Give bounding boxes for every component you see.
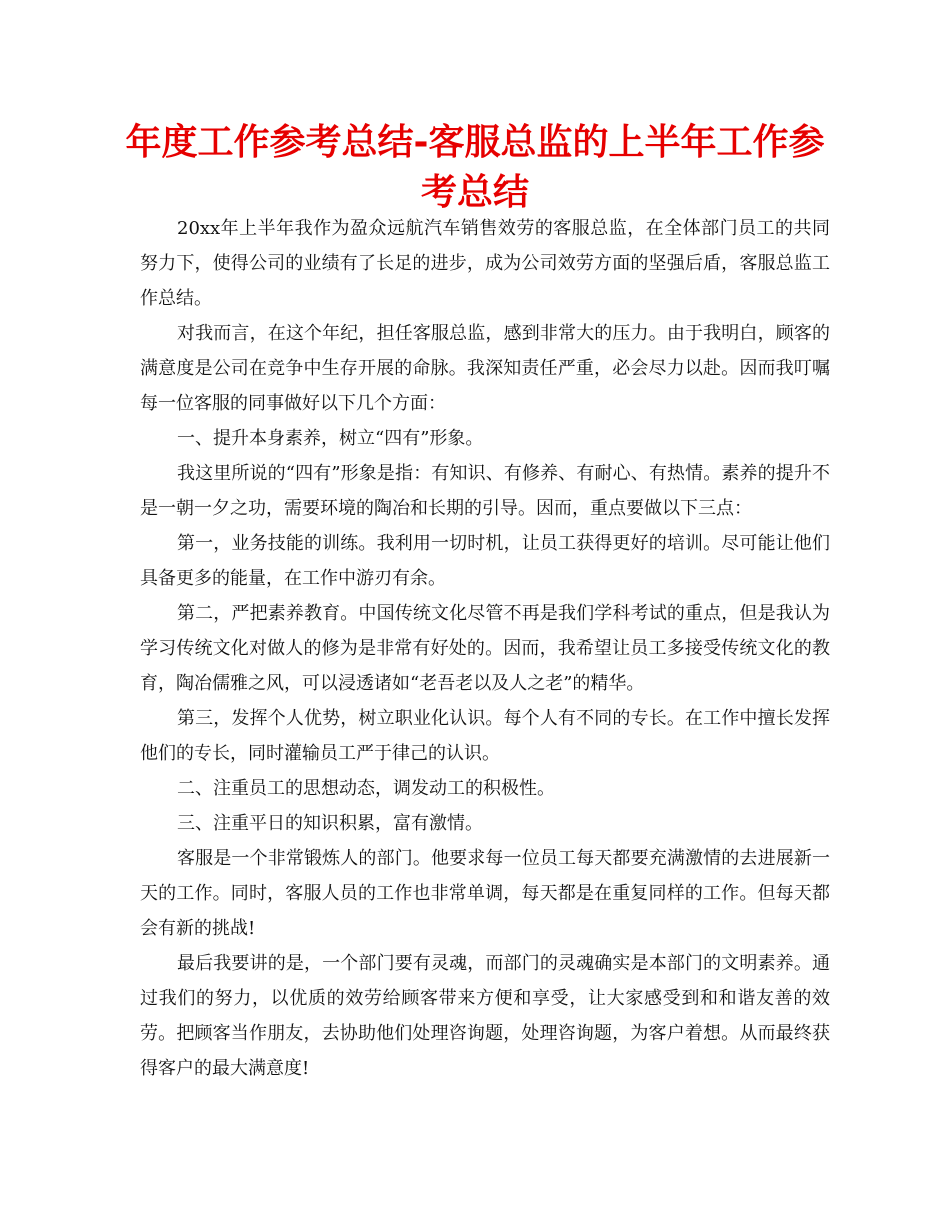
document-body xyxy=(140,211,830,1086)
paragraph-customer-service: 客服是一个非常锻炼人的部门。他要求每一位员工每天都要充满激情的去进展新一天的工作。同时，客服人员的工作也非常单调，每天都是在重复同样的工作。但每天都会有新的挑战! xyxy=(140,848,830,939)
paragraph-intro: 20xx年上半年我作为盈众远航汽车销售效劳的客服总监，在全体部门员工的共同努力下，使得公司的业绩有了长足的进步，成为公司效劳方面的坚强后盾，客服总监工作总结。 xyxy=(140,218,830,309)
paragraph-section-one: 一、提升本身素养，树立“四有”形象。 xyxy=(177,428,484,449)
paragraph-four-haves: 我这里所说的“四有”形象是指：有知识、有修养、有耐心、有热情。素养的提升不是一朝一夕之功，需要环境的陶冶和长期的引导。因而，重点要做以下三点： xyxy=(140,463,830,519)
paragraph-conclusion: 最后我要讲的是，一个部门要有灵魂，而部门的灵魂确实是本部门的文明素养。通过我们的努力，以优质的效劳给顾客带来方便和享受，让大家感受到和和谐友善的效劳。把顾客当作朋友，去协助他们处理咨询题，处理咨询题，为客户着想。从而最终获得客户的最大满意度! xyxy=(140,953,830,1079)
paragraph-point-third: 第三，发挥个人优势，树立职业化认识。每个人有不同的专长。在工作中擅长发挥他们的专长，同时灌输员工严于律己的认识。 xyxy=(140,708,830,764)
paragraph-section-two: 二、注重员工的思想动态，调发动工的积极性。 xyxy=(177,778,555,799)
paragraph-point-first: 第一，业务技能的训练。我利用一切时机，让员工获得更好的培训。尽可能让他们具备更多的能量，在工作中游刃有余。 xyxy=(140,533,830,589)
document-title: 年度工作参考总结-客服总监的上半年工作参考总结 xyxy=(125,122,825,213)
paragraph-section-three: 三、注重平日的知识积累，富有激情。 xyxy=(177,813,483,834)
paragraph-point-second: 第二，严把素养教育。中国传统文化尽管不再是我们学科考试的重点，但是我认为学习传统文化对做人的修为是非常有好处的。因而，我希望让员工多接受传统文化的教育，陶冶儒雅之风，可以浸透诸如“老吾老以及人之老”的精华。 xyxy=(140,603,830,694)
paragraph-pressure: 对我而言，在这个年纪，担任客服总监，感到非常大的压力。由于我明白，顾客的满意度是公司在竞争中生存开展的命脉。我深知责任严重，必会尽力以赴。因而我叮嘱每一位客服的同事做好以下几个方面： xyxy=(140,323,830,414)
